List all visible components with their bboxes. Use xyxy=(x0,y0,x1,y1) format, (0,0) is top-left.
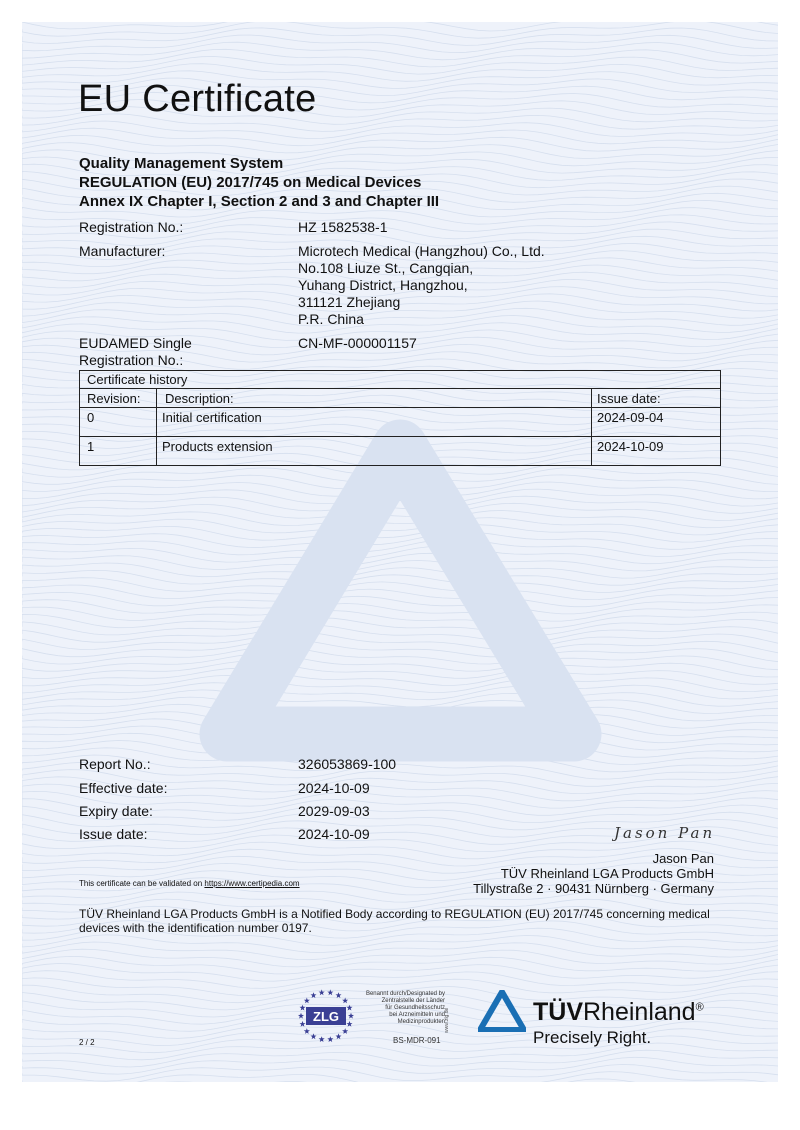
guilloche-line xyxy=(22,135,778,153)
star-icon xyxy=(346,1021,352,1027)
zlg-logo-text: ZLG xyxy=(313,1009,339,1024)
signatory-name: Jason Pan xyxy=(652,851,714,866)
designation-line: für Gesundheitsschutz xyxy=(385,1005,445,1011)
header-issue-date: Issue date: xyxy=(597,391,661,406)
manufacturer-line: P.R. China xyxy=(298,311,364,327)
star-icon xyxy=(311,1033,317,1039)
guilloche-line xyxy=(22,525,778,542)
manufacturer-line: Microtech Medical (Hangzhou) Co., Ltd. xyxy=(298,243,545,259)
star-icon xyxy=(342,1028,348,1034)
designation-line: Zentralstelle der Länder xyxy=(381,998,445,1004)
handwritten-signature xyxy=(612,820,742,846)
validation-text: This certificate can be validated on xyxy=(79,879,205,888)
guilloche-line xyxy=(22,568,778,586)
guilloche-line xyxy=(22,553,778,571)
guilloche-line xyxy=(22,1050,778,1067)
guilloche-line xyxy=(22,57,778,75)
manufacturer-label: Manufacturer: xyxy=(79,243,166,259)
table-divider xyxy=(80,436,720,437)
eudamed-label: EUDAMED Single xyxy=(79,335,192,351)
row-description: Products extension xyxy=(162,439,273,454)
document-title: EU Certificate xyxy=(78,78,317,120)
manufacturer-line: Yuhang District, Hangzhou, xyxy=(298,277,468,293)
table-divider xyxy=(80,388,720,389)
registration-label: Registration No.: xyxy=(79,219,184,235)
table-divider xyxy=(80,407,720,408)
star-icon xyxy=(300,1005,306,1011)
validation-note xyxy=(79,879,300,888)
guilloche-line xyxy=(22,942,778,960)
guilloche-line xyxy=(22,35,778,53)
guilloche-line xyxy=(22,316,778,334)
table-divider xyxy=(591,388,592,465)
registered-mark: ® xyxy=(695,1001,704,1014)
effective-date-label: Effective date: xyxy=(79,780,168,796)
zlg-logo xyxy=(288,988,366,1046)
star-icon xyxy=(336,992,342,998)
star-icon xyxy=(298,1013,304,1019)
heading-annex: Annex IX Chapter I, Section 2 and 3 and Chapter III xyxy=(79,193,440,210)
guilloche-line xyxy=(22,596,778,614)
heading-regulation: REGULATION (EU) 2017/745 on Medical Devices xyxy=(79,174,422,191)
certipedia-link[interactable]: https://www.certipedia.com xyxy=(204,879,300,888)
guilloche-line xyxy=(22,22,778,31)
row-description: Initial certification xyxy=(162,410,262,425)
guilloche-line xyxy=(22,589,778,607)
guilloche-line xyxy=(22,511,778,528)
guilloche-line xyxy=(22,121,778,139)
header-description: Description: xyxy=(165,391,234,406)
history-caption: Certificate history xyxy=(87,372,188,387)
guilloche-line xyxy=(22,935,778,953)
star-icon xyxy=(327,1036,333,1042)
star-icon xyxy=(348,1013,354,1019)
guilloche-line xyxy=(22,518,778,535)
star-icon xyxy=(304,1028,310,1034)
notified-body-statement: TÜV Rheinland LGA Products GmbH is a Notified Body according to REGULATION (EU) 2017/745 concerning medical devices with the identification number 0197. xyxy=(79,907,710,935)
row-revision: 0 xyxy=(87,410,95,425)
star-icon xyxy=(346,1005,352,1011)
star-icon xyxy=(319,989,325,995)
guilloche-line xyxy=(22,503,778,520)
page-number: 2 / 2 xyxy=(79,1038,95,1047)
guilloche-line xyxy=(22,964,778,982)
star-icon xyxy=(342,998,348,1004)
designation-text xyxy=(363,991,445,1026)
expiry-date-value: 2029-09-03 xyxy=(298,803,370,819)
tuv-slogan: Precisely Right. xyxy=(533,1028,652,1047)
header-revision: Revision: xyxy=(87,391,141,406)
guilloche-line xyxy=(22,611,778,629)
star-icon xyxy=(319,1036,325,1042)
star-icon xyxy=(304,998,310,1004)
designation-line: Benannt durch/Designated by xyxy=(365,991,445,997)
signatory-address: Tillystraße 2 · 90431 Nürnberg · Germany xyxy=(473,881,714,896)
signature-text: Jason Pan xyxy=(614,824,716,842)
guilloche-line xyxy=(22,971,778,989)
guilloche-line xyxy=(22,956,778,974)
registration-value: HZ 1582538-1 xyxy=(298,219,388,235)
tuv-wordmark-bold: TÜV xyxy=(533,998,583,1026)
manufacturer-line: 311121 Zhejiang xyxy=(298,294,401,310)
star-icon xyxy=(327,989,333,995)
row-revision: 1 xyxy=(87,439,95,454)
tuv-triangle-logo-icon xyxy=(478,990,526,1032)
eudamed-value: CN-MF-000001157 xyxy=(298,335,417,351)
row-issue-date: 2024-09-04 xyxy=(597,410,664,425)
issue-date-label: Issue date: xyxy=(79,826,148,842)
heading-qms: Quality Management System xyxy=(79,155,284,172)
zlg-website-text: www.zlg.de xyxy=(444,1007,450,1033)
report-value: 326053869-100 xyxy=(298,756,397,772)
star-icon xyxy=(311,992,317,998)
tuv-wordmark-rest: Rheinland xyxy=(583,998,696,1026)
manufacturer-line: No.108 Liuze St., Cangqian, xyxy=(298,260,474,276)
certificate-history-table xyxy=(79,370,721,466)
designation-line: Medizinprodukten xyxy=(397,1019,445,1025)
row-issue-date: 2024-10-09 xyxy=(597,439,664,454)
tuv-rheinland-wordmark xyxy=(533,998,704,1027)
report-label: Report No.: xyxy=(79,756,151,772)
expiry-date-label: Expiry date: xyxy=(79,803,153,819)
designation-line: bei Arzneimitteln und xyxy=(389,1012,445,1018)
guilloche-line xyxy=(22,49,778,67)
star-icon xyxy=(336,1033,342,1039)
guilloche-line xyxy=(22,639,778,656)
issue-date-value: 2024-10-09 xyxy=(298,826,370,842)
eudamed-label-2: Registration No.: xyxy=(79,352,184,368)
signatory-company: TÜV Rheinland LGA Products GmbH xyxy=(500,866,714,881)
effective-date-value: 2024-10-09 xyxy=(298,780,370,796)
designation-code: BS-MDR-091 xyxy=(393,1036,441,1045)
table-divider xyxy=(156,388,157,465)
star-icon xyxy=(300,1021,306,1027)
